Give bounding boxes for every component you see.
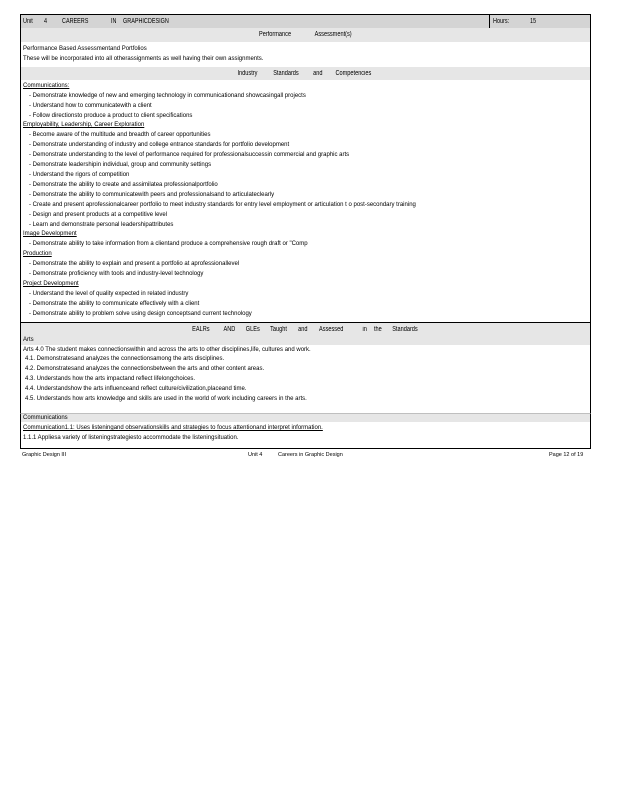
standards-body bbox=[20, 80, 591, 322]
performance-line: These will be incorporated into all otherassignments as well having their own assignments. bbox=[23, 55, 264, 62]
hours-label: Hours: bbox=[493, 18, 510, 25]
footer-unit-title: Careers in Graphic Design bbox=[278, 452, 343, 458]
standard-item: - Demonstrate understanding of industry and college entrance standards for portfolio development bbox=[29, 142, 290, 149]
standard-item: - Understand the level of quality expected in related industry bbox=[29, 290, 189, 297]
ealrs-heading-f: Assessed bbox=[319, 325, 344, 333]
document-page bbox=[20, 14, 591, 449]
ealrs-heading bbox=[20, 322, 591, 336]
header-divider bbox=[489, 15, 490, 28]
arts-body bbox=[20, 345, 591, 413]
standard-item: - Understand the rigors of competition bbox=[29, 171, 130, 178]
arts-line: 4.3. Understands how the arts impactand reflect lifelongchoices. bbox=[25, 376, 196, 383]
ealrs-heading-a: EALRs bbox=[192, 325, 210, 333]
communications-line: 1.1.1 Appliesa variety of listeningstrategiesto accommodate the listeningsituation. bbox=[23, 434, 239, 441]
standard-item: - Understand how to communicatewith a client bbox=[29, 102, 152, 109]
performance-heading-b: Assessment(s) bbox=[314, 31, 352, 38]
standards-heading bbox=[20, 67, 591, 80]
group-title-communications: Communications: bbox=[23, 82, 70, 89]
standard-item: - Follow directionsto produce a product to client specifications bbox=[29, 112, 193, 119]
performance-heading-a: Performance bbox=[258, 31, 291, 38]
hours-value: 15 bbox=[530, 18, 537, 25]
arts-label: Arts bbox=[20, 336, 591, 345]
group-title-employability: Employability, Leadership, Career Exploration bbox=[23, 122, 145, 129]
standard-item: - Demonstrate the ability to create and assimilatea professionalportfolio bbox=[29, 181, 218, 188]
arts-line: Arts 4.0 The student makes connectionswithin and across the arts to other disciplines,life, cultures and work. bbox=[23, 346, 311, 353]
standard-item: - Become aware of the multitude and breadth of career opportunities bbox=[29, 132, 211, 139]
unit-title-c: GRAPHICDESIGN bbox=[123, 18, 169, 25]
performance-body bbox=[20, 42, 591, 67]
ealrs-heading-b: AND bbox=[223, 325, 236, 333]
standard-item: - Demonstrate the ability to explain and present a portfolio at aprofessionallevel bbox=[29, 261, 240, 268]
arts-line: 4.5. Understands how arts knowledge and skills are used in the world of work including careers in the arts. bbox=[25, 396, 307, 403]
communications-body bbox=[20, 422, 591, 449]
standards-heading-c: and bbox=[312, 69, 323, 77]
standards-heading-d: Competencies bbox=[335, 69, 372, 77]
standard-item: - Demonstrate knowledge of new and emerging technology in communicationand showcasingall projects bbox=[29, 92, 306, 99]
standards-heading-a: Industry bbox=[237, 69, 258, 77]
standard-item: - Demonstrate leadershipin individual, group and community settings bbox=[29, 162, 212, 169]
unit-title-b: IN bbox=[111, 18, 117, 25]
unit-number: 4 bbox=[44, 18, 48, 25]
standard-item: - Demonstrate the ability to communicatewith peers and professionalsand to articulateclearly bbox=[29, 191, 275, 198]
footer-course: Graphic Design III bbox=[22, 452, 67, 458]
group-title-image-development: Image Development bbox=[23, 231, 77, 238]
standard-item: - Design and present products at a competitive level bbox=[29, 211, 168, 218]
ealrs-heading-i: Standards bbox=[391, 325, 418, 333]
communications-label: Communications bbox=[20, 413, 591, 422]
standards-heading-b: Standards bbox=[273, 69, 299, 77]
standard-item: - Demonstrate understanding to the level of performance required for professionalsuccessin commercial and graphic arts bbox=[29, 152, 350, 159]
standard-item: - Demonstrate ability to problem solve using design conceptsand current technology bbox=[29, 310, 252, 317]
standard-item: - Demonstrate the ability to communicate effectively with a client bbox=[29, 300, 200, 307]
arts-line: 4.2. Demonstratesand analyzes the connectionsbetween the arts and other content areas. bbox=[25, 366, 265, 373]
ealrs-heading-e: and bbox=[297, 325, 308, 333]
group-title-project-development: Project Development bbox=[23, 280, 79, 287]
arts-line: 4.4. Understandshow the arts influenceand reflect culture/civilization,placeand time. bbox=[25, 386, 247, 393]
standard-item: - Demonstrate ability to take information from a clientand produce a comprehensive rough draft or "Comp bbox=[29, 241, 308, 248]
group-title-production: Production bbox=[23, 251, 52, 258]
unit-header bbox=[20, 14, 591, 28]
footer-page-number: Page 12 of 19 bbox=[549, 452, 584, 458]
performance-heading bbox=[20, 28, 591, 42]
communications-line: Communication1.1: Uses listeningand observationskills and strategies to focus attentionand interpret information. bbox=[23, 425, 323, 431]
unit-label: Unit bbox=[23, 18, 33, 25]
footer-unit: Unit 4 bbox=[248, 452, 263, 458]
standard-item: - Create and present aprofessionalcareer portfolio to meet industry standards for entry level employment or articulation t o post-secondary training bbox=[29, 201, 416, 208]
unit-title-a: CAREERS bbox=[62, 18, 89, 25]
arts-line: 4.1. Demonstratesand analyzes the connectionsamong the arts disciplines. bbox=[25, 356, 225, 363]
ealrs-heading-g: in bbox=[362, 325, 367, 333]
ealrs-heading-d: Taught bbox=[269, 325, 287, 333]
ealrs-heading-c: GLEs bbox=[246, 325, 261, 333]
ealrs-heading-h: the bbox=[374, 325, 382, 333]
standard-item: - Demonstrate proficiency with tools and industry-level technology bbox=[29, 271, 204, 278]
performance-line: Performance Based Assessmentand Portfolios bbox=[23, 46, 147, 52]
standard-item: - Learn and demonstrate personal leadershipattributes bbox=[29, 221, 174, 228]
